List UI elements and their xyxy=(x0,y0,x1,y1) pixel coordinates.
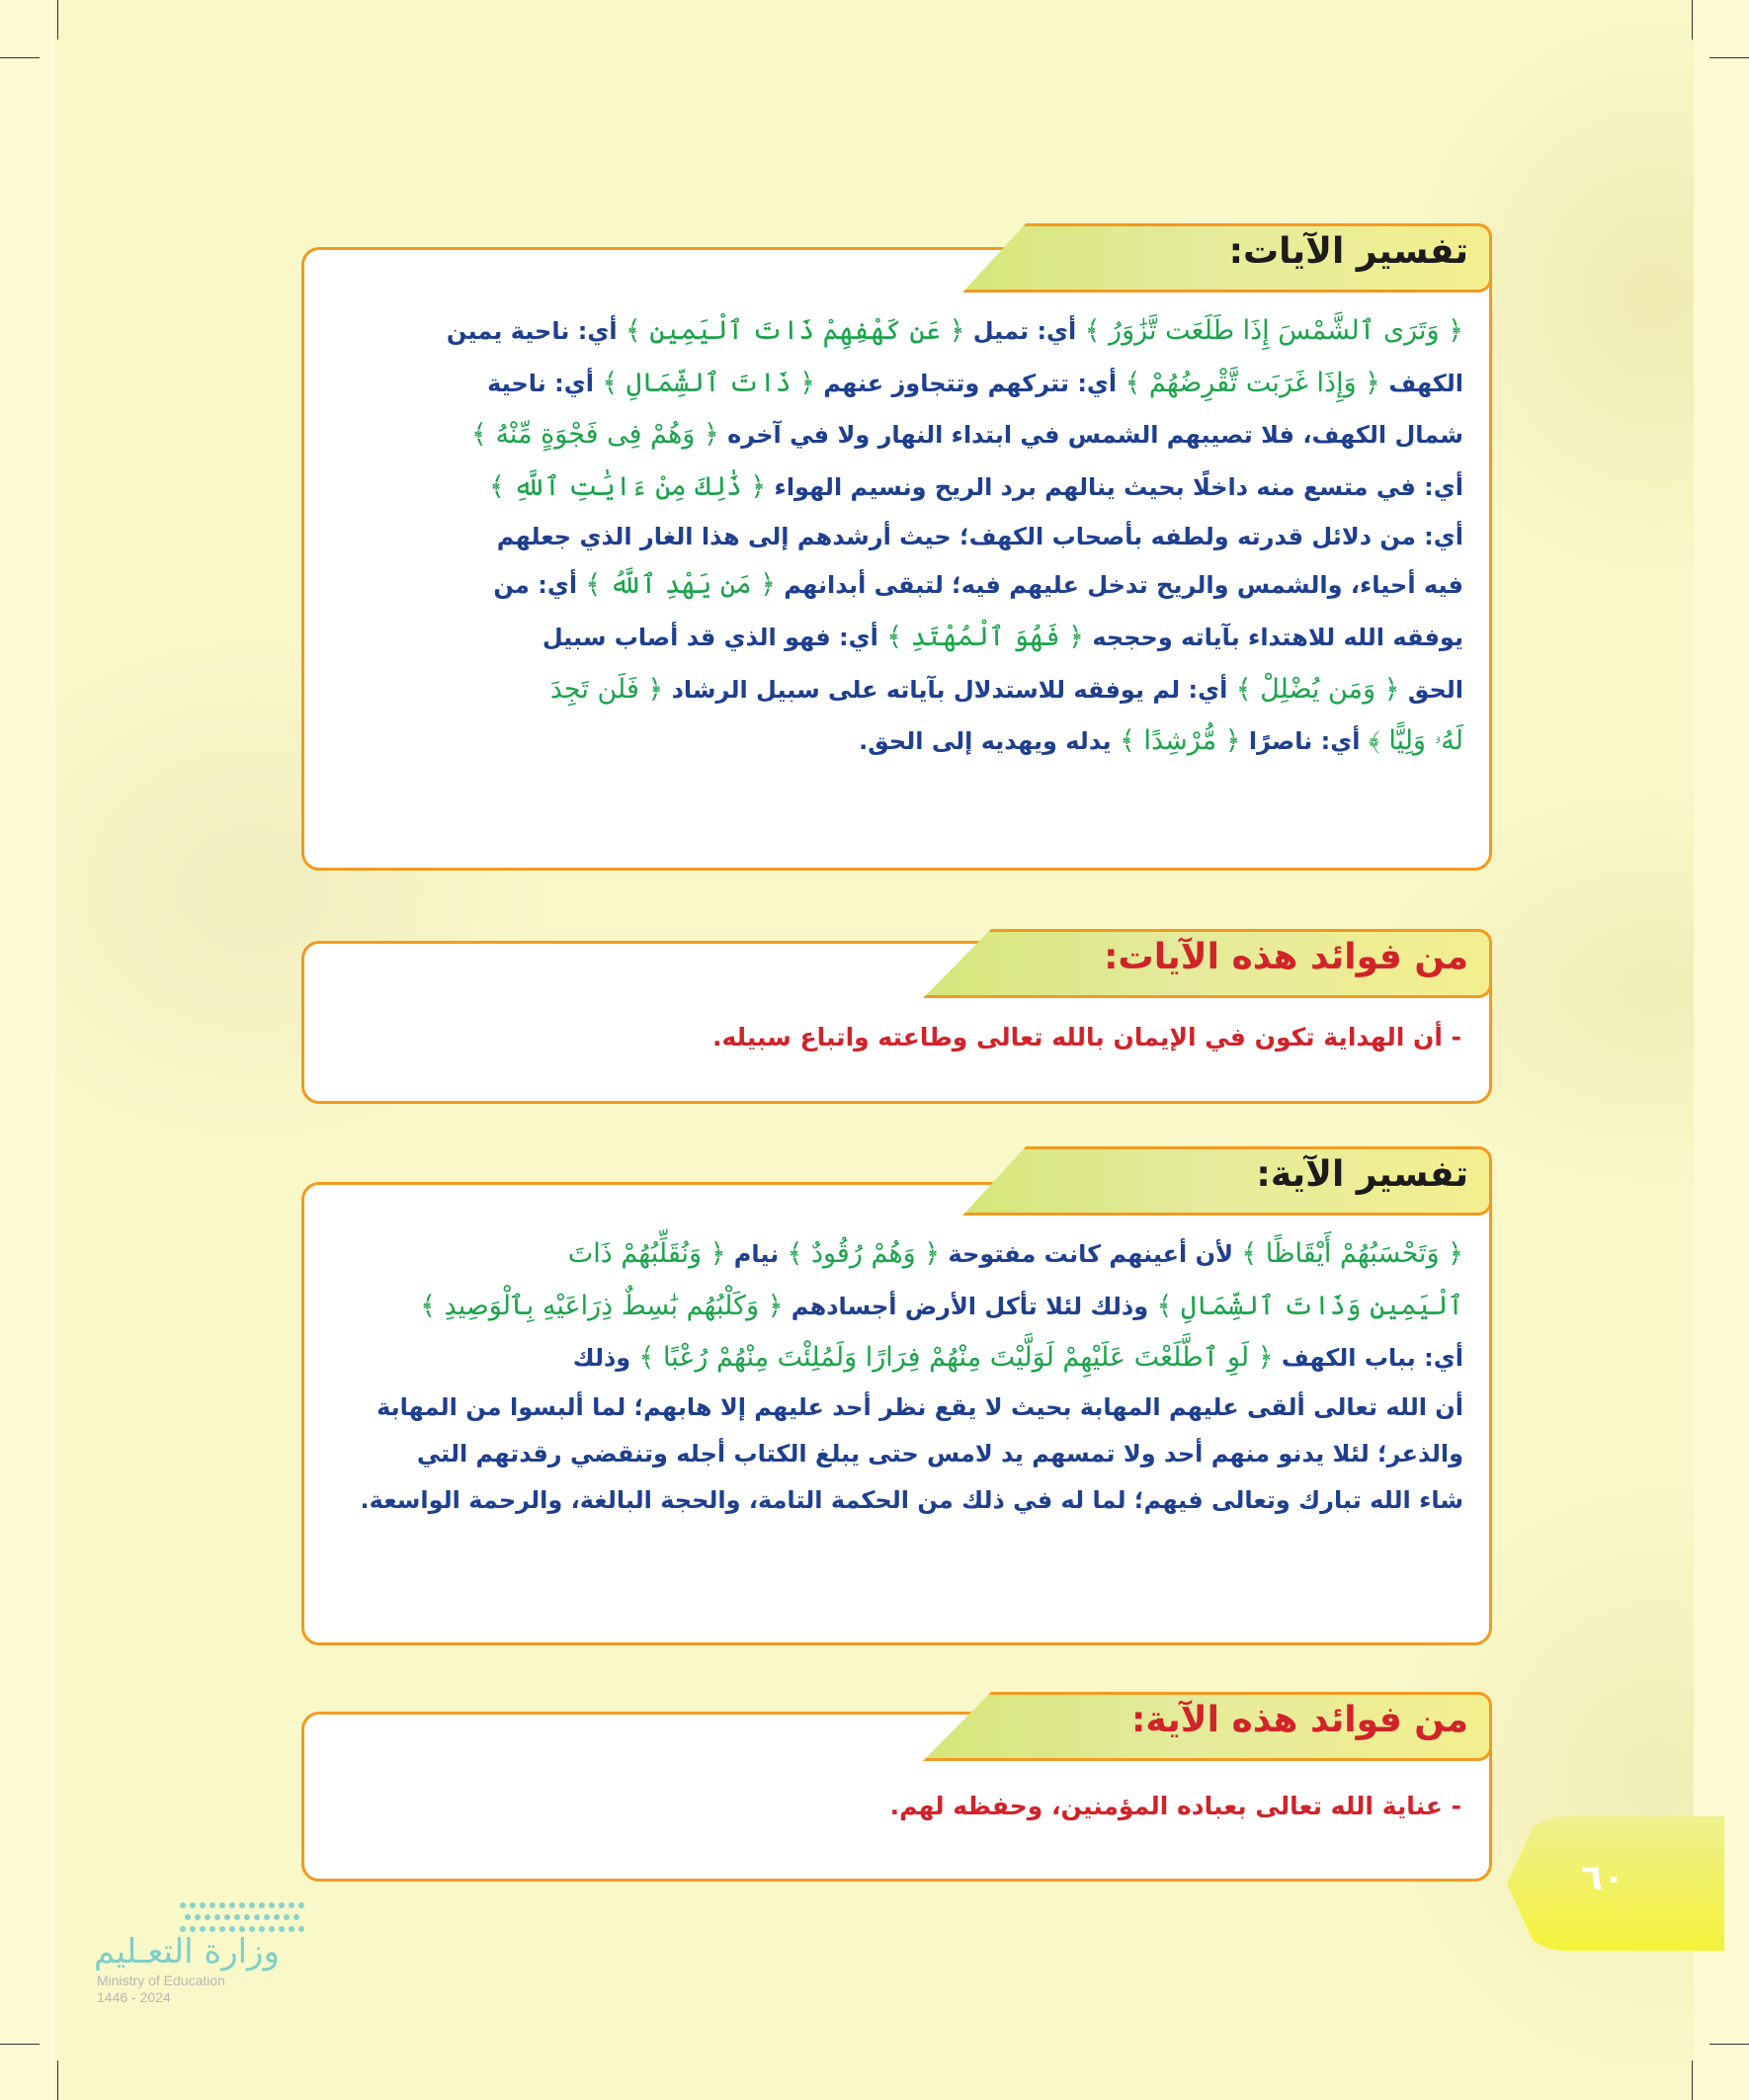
commentary-text: وذلك لئلا تأكل الأرض أجسادهم xyxy=(783,1292,1157,1320)
quran-verse: ﴿ ذَٰلِكَ مِنْ ءَايَٰتِ ٱللَّهِ ﴾ xyxy=(488,470,767,502)
commentary-text: أي: فهو الذي قد أصاب سبيل xyxy=(541,624,887,651)
commentary-text: لأن أعينهم كانت مفتوحة xyxy=(940,1240,1242,1268)
quran-verse: ﴿ وَهُمْ فِى فَجْوَةٍ مِّنْهُ ﴾ xyxy=(471,419,719,451)
crop-mark xyxy=(1692,0,1693,40)
text-line xyxy=(332,305,1463,358)
quran-verse: ﴿ وَتَحْسَبُهُمْ أَيْقَاظًا ﴾ xyxy=(1241,1238,1463,1269)
crop-mark xyxy=(57,2060,58,2100)
fawaid-aya-item: - عناية الله تعالى بعباده المؤمنين، وحفظه لهم. xyxy=(889,1792,1461,1820)
text-line xyxy=(332,1431,1463,1477)
fawaid-ayat-section xyxy=(301,929,1492,1104)
text-line xyxy=(332,358,1463,410)
commentary-text: أي: ناحية xyxy=(487,369,603,397)
commentary-text: أي: في متسع منه داخلًا بحيث ينالهم برد الريح ونسيم الهواء xyxy=(766,472,1463,501)
text-line xyxy=(332,1228,1463,1281)
crop-mark xyxy=(0,2044,40,2045)
commentary-text: أي: تميل xyxy=(964,317,1085,345)
commentary-text: شمال الكهف، فلا تصيبهم الشمس في ابتداء النهار ولا في آخره xyxy=(718,421,1463,450)
text-line xyxy=(332,612,1463,664)
commentary-text: والذعر؛ لئلا يدنو منهم أحد ولا تمسهم يد لامس حتى يبلغ الكتاب أجله وتنقضي رقدتهم التي xyxy=(416,1439,1463,1468)
ministry-name-en: Ministry of Education xyxy=(97,1973,225,1988)
quran-verse: ﴿ وَمَن يُضْلِلْ ﴾ xyxy=(1235,673,1400,705)
text-line xyxy=(332,1332,1463,1385)
commentary-text: يوفقه الله للاهتداء بآياته وحججه xyxy=(1084,624,1463,651)
text-line xyxy=(332,462,1463,514)
crop-mark xyxy=(1709,57,1749,58)
crop-mark xyxy=(57,0,58,40)
commentary-text: أي: من دلائل قدرته ولطفه بأصحاب الكهف؛ حيث أرشدهم إلى هذا الغار الذي جعلهم xyxy=(496,522,1463,550)
crop-mark xyxy=(1692,2060,1693,2100)
text-line xyxy=(332,715,1463,768)
tafsir-ayat-title: تفسير الآيات: xyxy=(1228,231,1468,272)
quran-verse: ﴿ عَن كَهْفِهِمْ ذَاتَ ٱلْيَمِينِ ﴾ xyxy=(625,315,965,346)
text-line xyxy=(332,664,1463,716)
fawaid-ayat-item: - أن الهداية تكون في الإيمان بالله تعالى وطاعته واتباع سبيله. xyxy=(711,1023,1461,1051)
tafsir-aya-text xyxy=(332,1228,1463,1523)
tafsir-ayat-box xyxy=(301,247,1492,871)
quran-verse: ﴿ ذَاتَ ٱلشِّمَالِ ﴾ xyxy=(602,367,815,398)
quran-verse: ﴿ فَلَن تَجِدَ xyxy=(549,673,664,705)
commentary-text: أي: بباب الكهف xyxy=(1273,1344,1463,1373)
text-line xyxy=(332,1477,1463,1524)
quran-verse: ﴿ وَنُقَلِّبُهُمْ ذَاتَ xyxy=(567,1238,726,1269)
commentary-text: نيام xyxy=(725,1240,788,1268)
commentary-text: الحق xyxy=(1399,675,1463,704)
commentary-text: يدله ويهديه إلى الحق. xyxy=(859,727,1121,756)
tafsir-ayat-section xyxy=(301,223,1492,871)
commentary-text: أي: لم يوفقه للاستدلال بآياته على سبيل الرشاد xyxy=(663,675,1236,704)
text-line xyxy=(332,1281,1463,1333)
tafsir-aya-title: تفسير الآية: xyxy=(1256,1154,1468,1195)
page-number: ٦٠ xyxy=(1581,1858,1624,1898)
crop-mark xyxy=(1709,2044,1749,2045)
fawaid-aya-section xyxy=(301,1692,1492,1882)
commentary-text: أي: من xyxy=(493,571,586,600)
fawaid-aya-title: من فوائد هذه الآية: xyxy=(1131,1700,1468,1740)
crop-mark xyxy=(0,57,40,58)
tafsir-ayat-text xyxy=(332,305,1463,768)
commentary-text: أي: تتركهم وتتجاوز عنهم xyxy=(814,369,1125,397)
quran-verse: ﴿ وَكَلْبُهُم بَٰسِطٌ ذِرَاعَيْهِ بِٱلْوَصِيدِ ﴾ xyxy=(420,1290,784,1321)
quran-verse: ﴿ مَن يَهْدِ ٱللَّهُ ﴾ xyxy=(585,569,776,601)
quran-verse: ﴿ وَهُمْ رُقُودٌ ﴾ xyxy=(787,1238,941,1269)
commentary-text: الكهف xyxy=(1380,369,1463,397)
tafsir-aya-section xyxy=(301,1146,1492,1645)
quran-verse: ﴿ مُّرْشِدًا ﴾ xyxy=(1120,725,1241,757)
commentary-text: أن الله تعالى ألقى عليهم المهابة بحيث لا يقع نظر أحد عليهم إلا هابهم؛ لما ألبسوا من المهابة xyxy=(376,1392,1463,1421)
commentary-text: أي: ناحية يمين xyxy=(446,317,625,345)
quran-verse: ﴿ وَإِذَا غَرَبَت تَّقْرِضُهُمْ ﴾ xyxy=(1124,367,1381,398)
quran-verse: لَهُۥ وَلِيًّا ﴾ xyxy=(1368,725,1463,757)
commentary-text: شاء الله تبارك وتعالى فيهم؛ لما له في ذلك من الحكمة التامة، والحجة البالغة، والرحمة الواسعة. xyxy=(360,1485,1463,1514)
quran-verse: ٱلْيَمِينِ وَذَاتَ ٱلشِّمَالِ ﴾ xyxy=(1156,1290,1463,1321)
quran-verse: ﴿ وَتَرَى ٱلشَّمْسَ إِذَا طَلَعَت تَّزَٰوَرُ ﴾ xyxy=(1084,315,1463,346)
commentary-text: فيه أحياء، والشمس والريح تدخل عليهم فيه؛ لتبقى أبدانهم xyxy=(775,571,1463,600)
text-line xyxy=(332,559,1463,612)
fawaid-ayat-title: من فوائد هذه الآيات: xyxy=(1104,937,1468,977)
ministry-name-ar: وزارة التعـليم xyxy=(94,1932,280,1972)
commentary-text: وذلك xyxy=(572,1344,639,1373)
quran-verse: ﴿ لَوِ ٱطَّلَعْتَ عَلَيْهِمْ لَوَلَّيْتَ مِنْهُمْ فِرَارًا وَلَمُلِئْتَ مِنْهُمْ رُعْبًا ﴾ xyxy=(638,1342,1274,1374)
text-line xyxy=(332,409,1463,462)
text-line xyxy=(332,514,1463,560)
quran-verse: ﴿ فَهُوَ ٱلْمُهْتَدِ ﴾ xyxy=(886,622,1085,652)
text-line xyxy=(332,1385,1463,1431)
commentary-text: أي: ناصرًا xyxy=(1240,727,1369,756)
tafsir-aya-box xyxy=(301,1182,1492,1645)
ministry-year: 2024 - 1446 xyxy=(97,1989,171,2005)
